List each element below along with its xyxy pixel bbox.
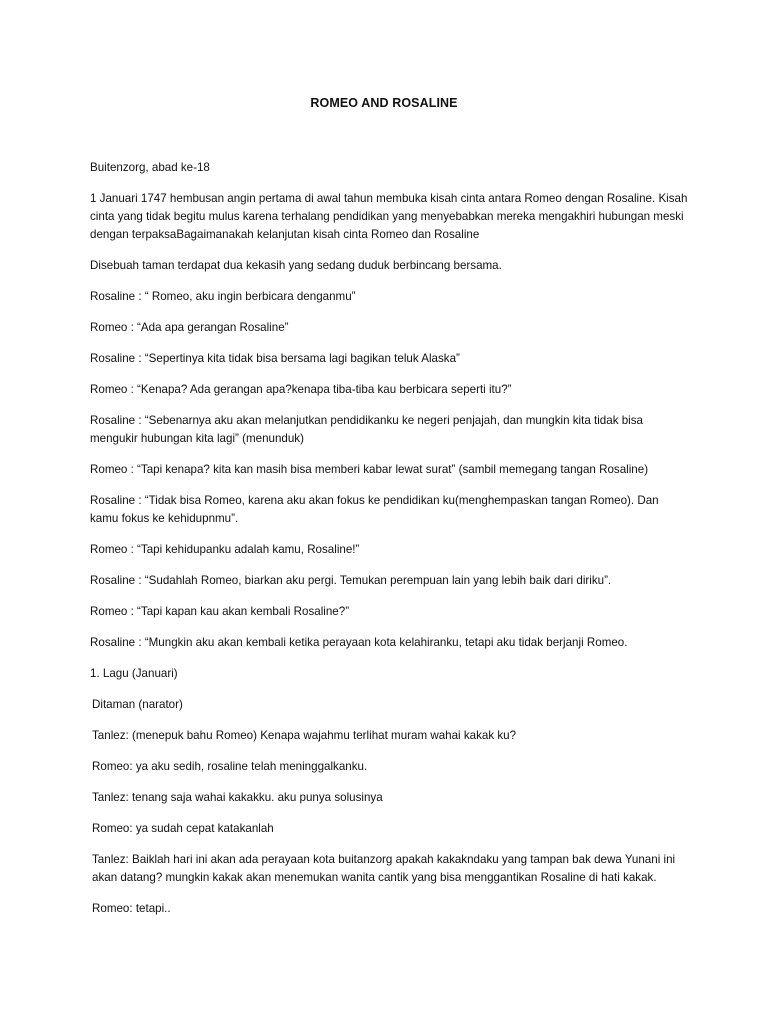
- dialogue-line: Romeo : “Tapi kenapa? kita kan masih bisa memberi kabar lewat surat” (sambil memegang tangan Rosaline): [90, 463, 649, 476]
- dialogue-line: Romeo: ya sudah cepat katakanlah: [92, 822, 274, 835]
- dialogue-line: Romeo : “Tapi kapan kau akan kembali Rosaline?”: [90, 605, 350, 618]
- dialogue-line: Rosaline : “Sepertinya kita tidak bisa bersama lagi bagikan teluk Alaska”: [90, 352, 460, 365]
- stage-direction: Ditaman (narator): [92, 698, 183, 711]
- paragraph-setting: Buitenzorg, abad ke-18: [90, 161, 210, 174]
- document-body: [90, 159, 690, 931]
- dialogue-line: Romeo : “Tapi kehidupanku adalah kamu, Rosaline!”: [90, 543, 360, 556]
- paragraph-intro: 1 Januari 1747 hembusan angin pertama di awal tahun membuka kisah cinta antara Romeo dengan Rosaline. Kisah cinta yang tidak begitu mulus karena terhalang pendidikan yang menyebabkan mereka mengakhiri hubungan meski dengan terpaksaBagaimanakah kelanjutan kisah cinta Romeo dan Rosaline: [90, 192, 688, 241]
- dialogue-line: Romeo: tetapi..: [92, 902, 171, 915]
- dialogue-line: Tanlez: (menepuk bahu Romeo) Kenapa wajahmu terlihat muram wahai kakak ku?: [92, 729, 517, 742]
- dialogue-line: Rosaline : “Sebenarnya aku akan melanjutkan pendidikanku ke negeri penjajah, dan mungkin kita tidak bisa mengukir hubungan kita lagi” (menunduk): [90, 414, 643, 445]
- dialogue-line: Rosaline : “Mungkin aku akan kembali ketika perayaan kota kelahiranku, tetapi aku tidak berjanji Romeo.: [90, 636, 628, 649]
- section-heading: 1. Lagu (Januari): [90, 667, 178, 680]
- dialogue-line: Romeo : “Ada apa gerangan Rosaline”: [90, 321, 289, 334]
- dialogue-line: Rosaline : “Sudahlah Romeo, biarkan aku pergi. Temukan perempuan lain yang lebih baik dari diriku”.: [90, 574, 612, 587]
- document-title: ROMEO AND ROSALINE: [310, 96, 458, 110]
- dialogue-line: Romeo: ya aku sedih, rosaline telah meninggalkanku.: [92, 760, 368, 773]
- dialogue-line: Tanlez: tenang saja wahai kakakku. aku punya solusinya: [92, 791, 383, 804]
- dialogue-line: Rosaline : “Tidak bisa Romeo, karena aku akan fokus ke pendidikan ku(menghempaskan tangan Romeo). Dan kamu fokus ke kehidupnmu”.: [90, 494, 659, 525]
- paragraph-scene: Disebuah taman terdapat dua kekasih yang sedang duduk berbincang bersama.: [90, 259, 502, 272]
- dialogue-line: Romeo : “Kenapa? Ada gerangan apa?kenapa tiba-tiba kau berbicara seperti itu?”: [90, 383, 512, 396]
- dialogue-line: Tanlez: Baiklah hari ini akan ada perayaan kota buitanzorg apakah kakakndaku yang tampan bak dewa Yunani ini akan datang? mungkin kakak akan menemukan wanita cantik yang bisa menggantikan Rosaline di hati kakak.: [92, 853, 676, 884]
- dialogue-line: Rosaline : “ Romeo, aku ingin berbicara denganmu”: [90, 290, 356, 303]
